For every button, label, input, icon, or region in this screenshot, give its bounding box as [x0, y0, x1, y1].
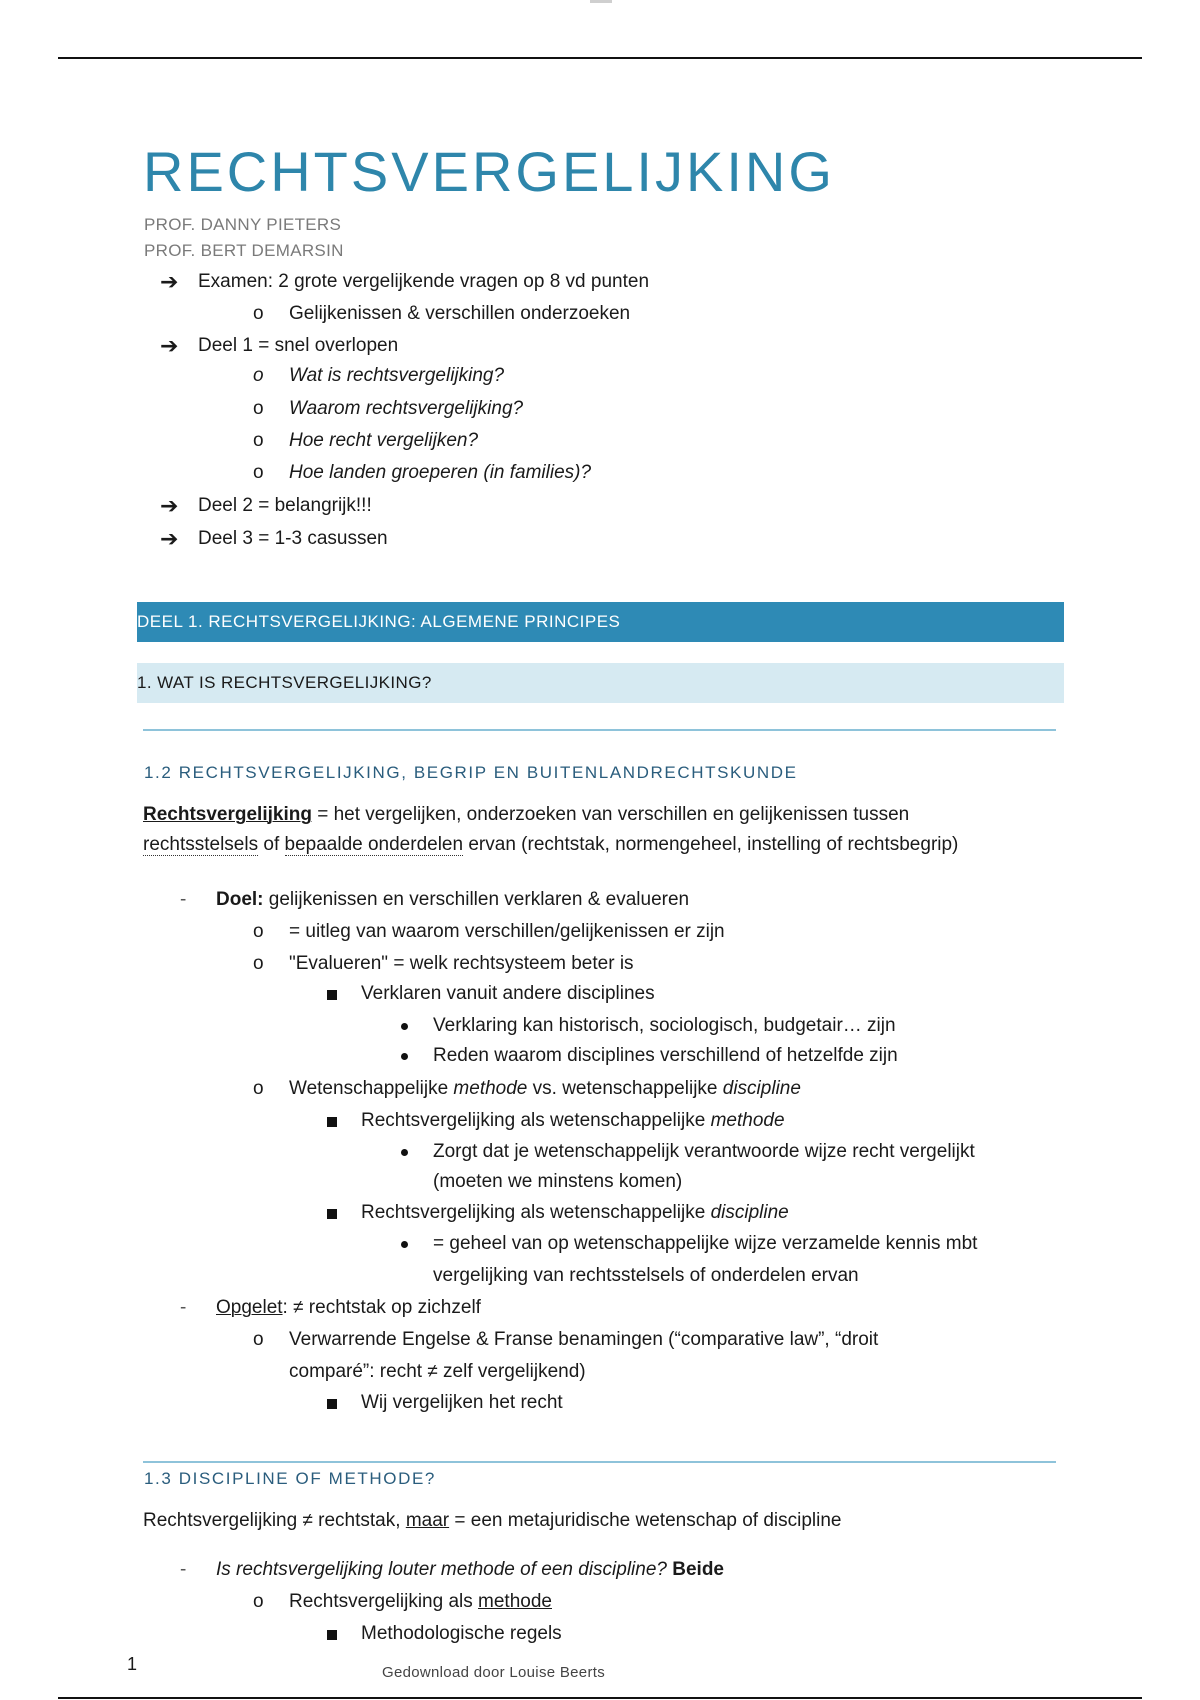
round-bullet-icon	[401, 1053, 408, 1060]
regels-line: Methodologische regels	[361, 1623, 562, 1644]
footer-rule	[58, 1697, 1142, 1699]
circle-bullet-icon: o	[253, 1591, 264, 1612]
text-run: Is rechtsvergelijking louter methode of een discipline?	[216, 1559, 667, 1580]
square-bullet-icon	[327, 1630, 337, 1640]
wetenschap-line	[289, 1077, 801, 1101]
text-run: maar	[405, 1510, 450, 1531]
verklaren-line: Verklaren vanuit andere disciplines	[361, 983, 655, 1004]
text-run: Rechtsvergelijking ≠ rechtstak,	[143, 1510, 406, 1531]
section-divider	[143, 1461, 1056, 1463]
part1-item: Hoe recht vergelijken?	[289, 430, 479, 451]
round-bullet-icon	[401, 1241, 408, 1248]
section-divider	[143, 729, 1056, 731]
square-bullet-icon	[327, 1399, 337, 1409]
arrow-bullet-icon: ➔	[160, 333, 179, 358]
square-bullet-icon	[327, 990, 337, 1000]
circle-bullet-icon: o	[253, 953, 264, 974]
text-run: = een metajuridische wetenschap of discipline	[449, 1510, 842, 1531]
circle-bullet-icon: o	[253, 921, 264, 942]
dash-bullet-icon: -	[180, 1297, 187, 1318]
rv-discipline-line	[361, 1201, 789, 1225]
professor-2: PROF. BERT DEMARSIN	[144, 241, 344, 260]
question-line	[216, 1558, 724, 1582]
dash-bullet-icon: -	[180, 889, 187, 910]
verklaring-line: Verklaring kan historisch, sociologisch, budgetair… zijn	[433, 1015, 896, 1036]
part2-line: Deel 2 = belangrijk!!!	[198, 495, 372, 516]
circle-bullet-icon: o	[253, 365, 264, 386]
part1-item: Wat is rechtsvergelijking?	[289, 365, 505, 386]
opgelet-line	[216, 1296, 481, 1320]
circle-bullet-icon: o	[253, 462, 264, 483]
part-heading	[137, 602, 1064, 642]
text-run: Wetenschappelijke	[289, 1078, 454, 1099]
text-run: vs. wetenschappelijke	[527, 1078, 723, 1099]
definition-text: = het vergelijken, onderzoeken van verschillen en gelijkenissen tussen	[311, 804, 910, 825]
text-run: discipline	[722, 1078, 801, 1099]
part1-item: Waarom rechtsvergelijking?	[289, 398, 524, 419]
discipline-line	[143, 1509, 841, 1533]
round-bullet-icon	[401, 1149, 408, 1156]
circle-bullet-icon: o	[253, 398, 264, 419]
professor-1: PROF. DANNY PIETERS	[144, 215, 342, 234]
dash-bullet-icon: -	[180, 1559, 187, 1580]
text-run: Rechtsvergelijking als wetenschappelijke	[361, 1202, 711, 1223]
geheel-line-2: vergelijking van rechtsstelsels of onderdelen ervan	[433, 1265, 859, 1286]
definition-term: Rechtsvergelijking	[143, 804, 312, 825]
text-run: discipline	[710, 1202, 789, 1223]
doel-line	[216, 888, 689, 912]
circle-bullet-icon: o	[253, 1078, 264, 1099]
download-footer: Gedownload door Louise Beerts	[382, 1664, 606, 1681]
document-title: RECHTSVERGELIJKING	[143, 140, 835, 203]
zorgt-line-2: (moeten we minstens komen)	[433, 1171, 683, 1192]
definition-text: of	[258, 834, 285, 855]
section-1-2-heading: 1.2 RECHTSVERGELIJKING, BEGRIP EN BUITENLANDRECHTSKUNDE	[144, 763, 798, 782]
part1-line: Deel 1 = snel overlopen	[198, 335, 399, 356]
part3-line: Deel 3 = 1-3 casussen	[198, 528, 388, 549]
verwarrend-line-2: comparé”: recht ≠ zelf vergelijkend)	[289, 1361, 586, 1382]
text-run: methode	[710, 1110, 785, 1131]
chapter-heading-text: 1. WAT IS RECHTSVERGELIJKING?	[137, 673, 432, 692]
text-run: methode	[453, 1078, 528, 1099]
top-edge-mark	[590, 0, 612, 3]
header-rule	[58, 57, 1142, 59]
definition-underlined-term: rechtsstelsels	[143, 834, 259, 855]
chapter-heading	[137, 663, 1064, 703]
exam-line: Examen: 2 grote vergelijkende vragen op 8 vd punten	[198, 271, 650, 292]
opgelet-text: : ≠ rechtstak op zichzelf	[282, 1297, 481, 1318]
definition-underlined-term: bepaalde onderdelen	[284, 834, 464, 855]
uitleg-line: = uitleg van waarom verschillen/gelijkenissen er zijn	[289, 921, 725, 942]
reden-line: Reden waarom disciplines verschillend of hetzelfde zijn	[433, 1045, 898, 1066]
definition-line-1	[143, 803, 909, 827]
circle-bullet-icon: o	[253, 430, 264, 451]
section-1-3-heading: 1.3 DISCIPLINE OF METHODE?	[144, 1469, 436, 1488]
wij-line: Wij vergelijken het recht	[361, 1392, 563, 1413]
arrow-bullet-icon: ➔	[160, 269, 179, 294]
text-run: Beide	[666, 1559, 725, 1580]
verwarrend-line-1: Verwarrende Engelse & Franse benamingen (“comparative law”, “droit	[289, 1329, 879, 1350]
als-methode-line	[289, 1590, 552, 1614]
text-run: Rechtsvergelijking als	[289, 1591, 479, 1612]
square-bullet-icon	[327, 1209, 337, 1219]
exam-sub-line: Gelijkenissen & verschillen onderzoeken	[289, 303, 631, 324]
text-run: Rechtsvergelijking als wetenschappelijke	[361, 1110, 711, 1131]
square-bullet-icon	[327, 1117, 337, 1127]
arrow-bullet-icon: ➔	[160, 526, 179, 551]
rv-methode-line	[361, 1109, 785, 1133]
part-heading-text: DEEL 1. RECHTSVERGELIJKING: ALGEMENE PRINCIPES	[137, 612, 621, 631]
text-run: methode	[478, 1591, 552, 1612]
definition-text: ervan (rechtstak, normengeheel, instelling of rechtsbegrip)	[463, 834, 959, 855]
zorgt-line-1: Zorgt dat je wetenschappelijk verantwoorde wijze recht vergelijkt	[433, 1141, 975, 1162]
definition-line-2	[143, 833, 958, 857]
part1-item: Hoe landen groeperen (in families)?	[289, 462, 592, 483]
evalueren-line: "Evalueren" = welk rechtsysteem beter is	[289, 953, 634, 974]
arrow-bullet-icon: ➔	[160, 493, 179, 518]
doel-text: gelijkenissen en verschillen verklaren & evalueren	[263, 889, 690, 910]
opgelet-label: Opgelet	[216, 1297, 283, 1318]
page-number: 1	[127, 1654, 138, 1674]
round-bullet-icon	[401, 1023, 408, 1030]
geheel-line-1: = geheel van op wetenschappelijke wijze verzamelde kennis mbt	[433, 1233, 978, 1254]
circle-bullet-icon: o	[253, 1329, 264, 1350]
circle-bullet-icon: o	[253, 303, 264, 324]
doel-label: Doel:	[216, 889, 264, 910]
